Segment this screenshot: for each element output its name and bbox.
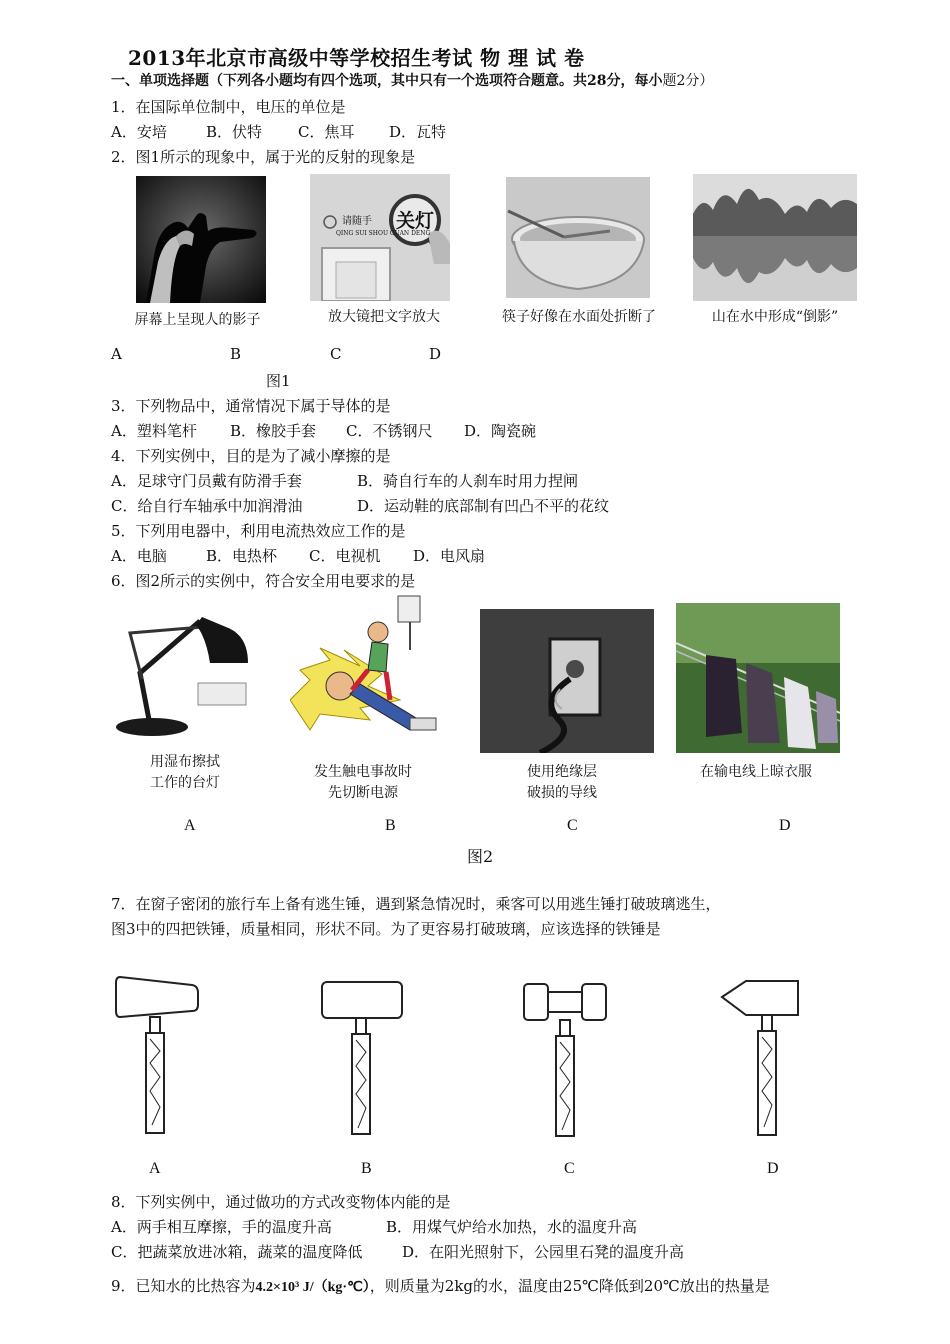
fig3-letter-a: A	[149, 1160, 161, 1177]
mountain-reflection-photo	[693, 174, 857, 301]
q5-option-c: C．电视机	[309, 547, 381, 565]
q9-stem	[111, 1275, 770, 1296]
chopstick-bowl-photo	[506, 177, 650, 298]
section-heading-main: 一、单项选择题（下列各小题均有四个选项，其中只有一个选项符合题意。共28分，每小	[111, 73, 663, 89]
hammer-d-pointed-head	[718, 975, 812, 1150]
q3-option-c: C．不锈钢尺	[346, 422, 433, 440]
q6-stem: 6．图2所示的实例中，符合安全用电要求的是	[111, 572, 416, 590]
q8-stem: 8．下列实例中，通过做功的方式改变物体内能的是	[111, 1193, 451, 1211]
q1-option-b: B．伏特	[206, 123, 263, 141]
q9-formula: 4.2×10³ J/（kg·℃）	[255, 1280, 370, 1295]
shadow-puppet-photo	[136, 176, 266, 303]
fig2-letter-c: C	[567, 817, 578, 834]
sign-pinyin-text: QING SUI SHOU GUAN DENG	[336, 230, 431, 237]
q3-option-b: B．橡胶手套	[230, 422, 317, 440]
section-heading-tail: 题2分）	[662, 73, 714, 89]
electric-shock-cartoon	[290, 590, 442, 748]
q2-stem: 2．图1所示的现象中，属于光的反射的现象是	[111, 148, 416, 166]
fig2-caption-d	[676, 762, 836, 783]
q1-stem: 1．在国际单位制中，电压的单位是	[111, 98, 346, 116]
q5-option-a: A．电脑	[111, 547, 167, 565]
q9-stem-post: ，则质量为2kg的水，温度由25℃降低到20℃放出的热量是	[369, 1277, 770, 1295]
q8-option-d: D．在阳光照射下，公园里石凳的温度升高	[402, 1243, 685, 1261]
fig2-caption-c-line2: 破损的导线	[527, 785, 597, 801]
fig2-caption-c	[482, 762, 642, 804]
q1-option-c: C．焦耳	[298, 123, 355, 141]
hammer-a-wedge-head	[112, 965, 206, 1150]
q5-stem: 5．下列用电器中，利用电流热效应工作的是	[111, 522, 406, 540]
fig3-letter-b: B	[361, 1160, 372, 1177]
q8-option-b: B．用煤气炉给水加热，水的温度升高	[386, 1218, 638, 1236]
fig2-caption-b-line1: 发生触电事故时	[314, 764, 412, 780]
q5-option-d: D．电风扇	[413, 547, 486, 565]
fig1-letter-d: D	[429, 345, 442, 363]
exam-title: 2013年北京市高级中等学校招生考试 物 理 试 卷	[128, 46, 585, 70]
q4-stem: 4．下列实例中，目的是为了减小摩擦的是	[111, 447, 391, 465]
section-heading	[111, 70, 713, 90]
fig3-letter-c: C	[564, 1160, 575, 1177]
sign-small-text: 请随手	[342, 216, 372, 227]
fig2-letter-d: D	[779, 817, 791, 834]
fig2-caption-a	[105, 752, 265, 794]
q3-stem: 3．下列物品中，通常情况下属于导体的是	[111, 397, 391, 415]
fig2-caption-d-line1: 在输电线上晾衣服	[700, 764, 812, 780]
q1-option-d: D．瓦特	[389, 123, 447, 141]
fig1-letter-c: C	[330, 345, 342, 363]
fig1-caption-b: 放大镜把文字放大	[328, 309, 440, 325]
fig2-caption-b-line2: 先切断电源	[328, 785, 398, 801]
hammer-c-double-head	[520, 980, 614, 1150]
q8-option-c: C．把蔬菜放进冰箱，蔬菜的温度降低	[111, 1243, 363, 1261]
q7-stem-line2: 图3中的四把铁锤，质量相同，形状不同。为了更容易打破玻璃，应该选择的铁锤是	[111, 920, 661, 938]
q3-option-a: A．塑料笔杆	[111, 422, 197, 440]
fig1-caption-d: 山在水中形成“倒影”	[711, 309, 839, 325]
q4-option-c: C．给自行车轴承中加润滑油	[111, 497, 303, 515]
fig1-caption-c: 筷子好像在水面处折断了	[502, 309, 656, 325]
q4-option-b: B．骑自行车的人刹车时用力捏闸	[357, 472, 579, 490]
fig2-letter-a: A	[184, 817, 196, 834]
desk-lamp-image	[112, 603, 258, 743]
q7-stem-line1: 7．在窗子密闭的旅行车上备有逃生锤，遇到紧急情况时，乘客可以用逃生锤打破玻璃逃生，	[111, 895, 721, 913]
fig3-letter-d: D	[767, 1160, 779, 1177]
q3-option-d: D．陶瓷碗	[464, 422, 537, 440]
fig2-caption-c-line1: 使用绝缘层	[527, 764, 597, 780]
clothes-on-powerline-photo	[676, 603, 840, 753]
fig1-letter-b: B	[230, 345, 242, 363]
frayed-wire-photo	[480, 609, 654, 753]
q4-option-a: A．足球守门员戴有防滑手套	[111, 472, 302, 490]
q4-option-d: D．运动鞋的底部制有凹凸不平的花纹	[357, 497, 610, 515]
hammer-b-flat-head	[316, 978, 410, 1150]
q1-option-a: A．安培	[111, 123, 167, 141]
fig2-letter-b: B	[385, 817, 396, 834]
magnifier-photo	[310, 174, 450, 301]
fig2-caption-a-line1: 用湿布擦拭	[150, 754, 220, 770]
fig2-caption-b	[283, 762, 443, 804]
q5-option-b: B．电热杯	[206, 547, 278, 565]
fig1-caption-a: 屏幕上呈现人的影子	[134, 312, 261, 328]
q9-stem-pre: 9．已知水的比热容为	[111, 1277, 256, 1295]
figure2-label: 图2	[467, 847, 494, 866]
fig2-caption-a-line2: 工作的台灯	[150, 775, 220, 791]
q8-option-a: A．两手相互摩擦，手的温度升高	[111, 1218, 332, 1236]
sign-magnified-text: 关灯	[396, 210, 435, 232]
figure1-label: 图1	[266, 372, 291, 390]
fig1-letter-a: A	[111, 345, 122, 363]
